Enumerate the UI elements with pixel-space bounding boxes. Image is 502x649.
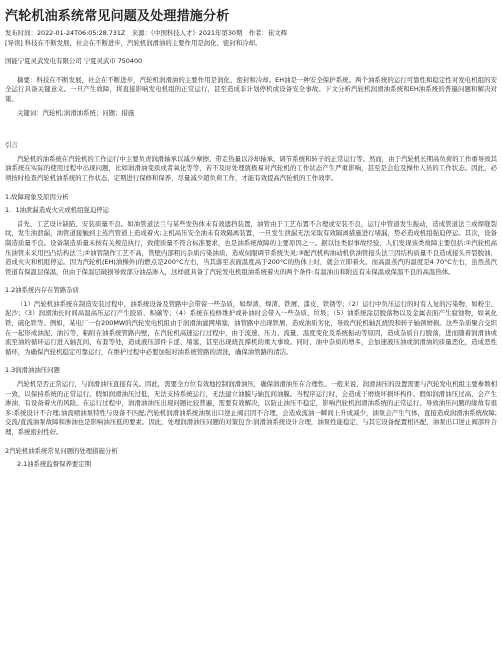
subsection-heading-1-1: 1．1油泄漏造成火灾或机组强迫停运 bbox=[5, 206, 109, 215]
article-lead: [导读] 科技在不断发展，社会在不断进步，汽轮机润滑油的主要作用是润化、密封和冷却。 bbox=[5, 38, 262, 47]
intro-paragraph: 汽轮机的油系统在汽轮机的工作运行中主要负责润滑轴承以减少摩擦、带走热量以冷却轴承、调节系统和转子的正常运行等。然而，由于汽轮机长期高负荷的工作重导致其油系统在实际的使用过程中出现问题，比如润滑油变质或者氧化等等，若不及时处理就极易对汽轮机的工作状态产生严重影响，甚至是会危及操作人员的工作状态。因此，必须按时检查汽轮机油系统的工作状态，定期进行保修和保养，尽量减少超负荷工作，才能有效提高汽轮机的工作效率。 bbox=[5, 154, 497, 182]
abstract: 摘要：科技在不断发展，社会在不断进步，汽轮机润滑油的主要作用是润化、密封和冷却。EH油是一种安全保护系统。两个油系统的运行可靠性和稳定性对发电机组的安全运行具备关键意义。一旦产生故障，将直接影响发电机组的正常运行，甚至造成非计划停机或设备安全事故。下文分析汽轮机润滑油系统和EH油系统的普遍问题和解决对策。 bbox=[5, 75, 497, 103]
section-heading-2: 2汽轮机油系统常见问题的处理措施分析 bbox=[5, 446, 118, 455]
article-title: 汽轮机油系统常见问题及处理措施分析 bbox=[5, 9, 230, 24]
keywords: 关键词：汽轮机;润滑油系统；问题；措施 bbox=[17, 108, 135, 117]
section-heading-intro: 引言 bbox=[5, 141, 18, 150]
author-affiliation: 国能宁夏灵武发电有限公司 宁夏灵武市 750400 bbox=[5, 57, 143, 66]
subsection-heading-1-2: 1.2油系统内存在管路杂质 bbox=[5, 286, 80, 295]
subsection-heading-2-1: 2.1油系统监督保养要定期 bbox=[17, 460, 92, 469]
paragraph-1-2: （1）汽轮机油系统在制造安装过程中，油系统设备及管路中会带留一些杂质，如焊渣、焊渣、铁屑、漆皮、铁锈等；（2）运行中负压运行的时有人复的污染物，如粉尘、泥沙；（3）润滑油长时间高温高压运行产生胶质、积碳等；（4）系统在检修维护或补油时会带入一些杂质、垃圾；（5）油系统涂层脱落物以及金属表面产生腐蚀物，如氧化铁、硫化铁等。例如，某电厂一台200MW的汽轮发电机组由于润滑油滤网堵塞，油管路中出现铁屑，造成油质劣化，导致汽轮机轴瓦烧毁和转子轴颈磨损。这些杂质聚合交织在一起形成油泥、油污等，粘附在油系统管路内壁，在汽轮机高速运行过程中，由于流速、压力、流量、温度变化及系统振动等原因，造成杂质自行脱落，进而随着润滑油或流至油的循环运行进入轴瓦间、布套等处，造成液压部件卡涩、堵塞，甚至出现烧瓦撑机的重大事故。同时，油中杂质的增多，会加速液压油或润滑油的质量恶化，造成恶性循环，为确保汽轮机稳定可靠运行，在维护过程中必要加强对油系统管路的清洗，确保油管路的清洁。 bbox=[5, 299, 497, 356]
subsection-heading-1-3: 1.3润滑油油压问题 bbox=[5, 366, 60, 375]
article-meta: 发布时间：2022-01-24T06:05:28.731Z 来源：《中国科技人才》2021年第30期 作者：崔文辉 bbox=[5, 29, 288, 37]
paragraph-1-1: 首先，工艺设计缺陷、安装质量不良。如油管道法兰与某些发热体未有效遮挡装置，油管由于工艺布置不合理或安装不良，运行中管道发生振动，造成管道法兰或焊缝裂纹，发生油泄漏，油管道接触到主蒸汽管道上造成着火;主机高压安全油未有效隔离装置，一旦发生泄漏无法采取有效隔离措施进行堵漏，势必造成机组强迫停运。其次，设备制造质量不良。设备制造质量未按有关规范执行，致使质量不符合标准要求，也是油系统故障的主要原因之一。据以往类似事故经验，人们发现该类故障主要包括:①汽轮机高压油管未采用凹凸结构法兰;②油管制作工艺不高，管壁内部粗污杂质污染油质，造成伺服调节系统失灵;③配汽机构油动机供油管接头法兰因结构质量不良造成接头开裂脱油，造成火灾和机组停运。因为汽轮机(EH)油操外)的燃点是200°C左右，当其落至表面温度高于200°C的热体上时，就会立即着火。而高温蒸汽的温度是4 70°C左右，虽然蒸汽管道有保温层保温，但由于保温层破损导致部分油品渗入，这样就具备了汽轮发电机组油系统着火的两个条件:有温油出和附近有未保温或保温不良的高温热体。 bbox=[5, 219, 497, 276]
paragraph-1-3: 汽轮机是否正常运行，与润滑油压直接有关。因此，需要全方位有效地控制润滑油压，确保润滑油压在合理性。一般来说，润滑油压的设置需要与汽轮发电机组主要参数相一致，以保持系统的正常运行。假如润滑油压过低，无法支持系统运行，无法建立油膜与轴瓦间油膜。当程序运行时，会造成干磨烧坏损坏构件。假如润滑油压过高，会产生渗油，有设备着火的风险。在运行过程中，润滑油油压出现问题比较普遍，需要有效解决，以防止油压不稳定，影响汽轮机润滑油系统的正常运行。导致油压问题的缘故有很多:系统设计不合理;油流喷油泵特性与设备不匹配;汽轮机润滑油系统油泵出口逆止阀启因不合理，会造成流油一瞬间上升或减少，油泵会产生气体，直接造成润滑油系统故障;交流/直流油泵故障和渗油也是影响油压低的要素。因此，处理润滑油压问题的对策包含:润滑油系统设计合理，油泵性能稳定，与其它设备配置相匹配，油泵出口逆止阀部件合理，系统密封性好。 bbox=[5, 380, 497, 436]
section-heading-1: 1.故障现象及原因分析 bbox=[5, 192, 69, 201]
